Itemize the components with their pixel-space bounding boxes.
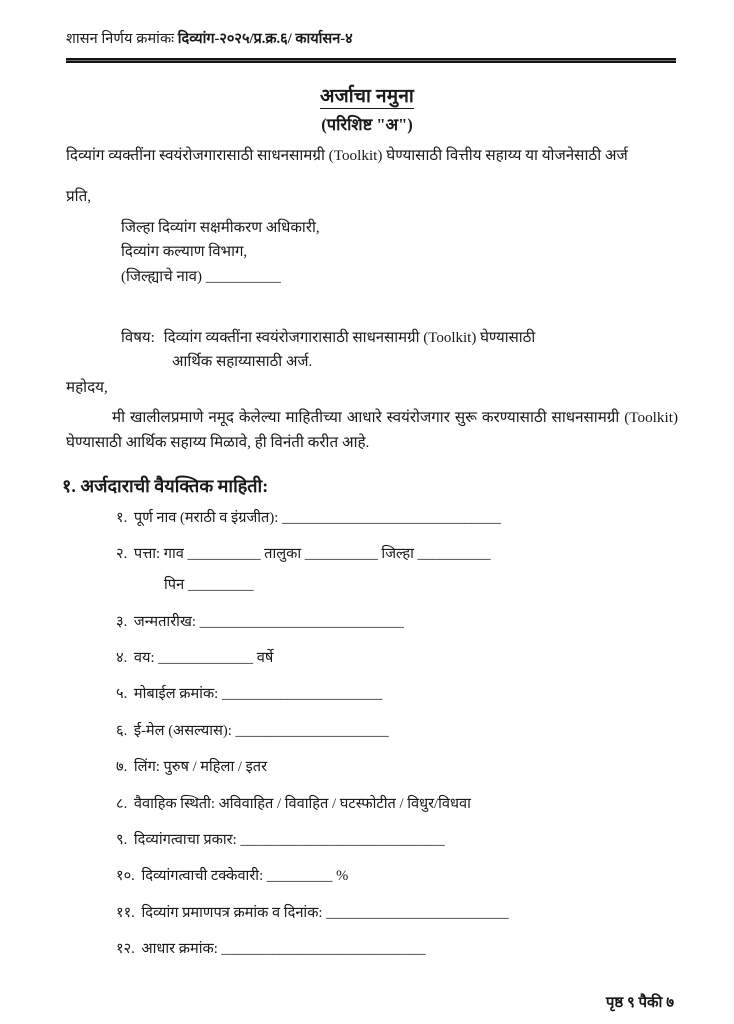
page-title-text: अर्जाचा नमुना: [319, 86, 415, 107]
addressee-line-department: दिव्यांग कल्याण विभाग,: [121, 244, 248, 261]
field-label[interactable]: वैवाहिक स्थिती: अविवाहित / विवाहित / घटस्फोटीत / विधुर/विधवा: [133, 795, 471, 812]
field-blank-village[interactable]: __________: [187, 546, 261, 563]
scheme-intro-line: दिव्यांग व्यक्तींना स्वयंरोजगारासाठी साधनसामग्री (Toolkit) घेण्यासाठी वित्तीय सहाय्य या योजनेसाठी अर्ज: [66, 147, 628, 164]
field-blank-full-name[interactable]: ______________________________: [281, 510, 501, 526]
field-number: ५.: [116, 686, 128, 703]
page-footer: [606, 992, 674, 1012]
header-divider-rule: [66, 58, 676, 63]
field-row-email: [116, 721, 686, 743]
field-number: ११.: [116, 904, 135, 921]
salutation-mahoday: महोदय,: [66, 379, 108, 396]
field-row-date-of-birth: [116, 612, 686, 634]
subject-text-line-2: आर्थिक सहाय्यासाठी अर्ज.: [172, 354, 313, 371]
field-blank-disability-type[interactable]: ____________________________: [240, 832, 445, 849]
field-number: ७.: [116, 759, 128, 776]
field-blank-pin[interactable]: _________: [187, 577, 254, 594]
field-label: पत्ता: गाव: [133, 546, 184, 563]
page-subtitle: (परिशिष्ट "अ"): [321, 115, 413, 134]
addressee-block: [121, 216, 320, 289]
field-number: ३.: [116, 613, 128, 630]
field-row-certificate-number-date: [116, 903, 686, 925]
salutation-prati: प्रति,: [66, 188, 92, 205]
subject-first-row: [121, 326, 535, 350]
field-number: ९.: [116, 832, 128, 849]
field-row-age: [116, 648, 686, 670]
field-row-gender: [116, 757, 686, 779]
section-heading-personal-info: १. अर्जदाराची वैयक्तिक माहिती:: [62, 476, 269, 496]
field-number: १०.: [116, 868, 135, 885]
field-row-aadhaar-number: [116, 939, 686, 961]
field-row-marital-status: [116, 794, 686, 816]
field-suffix-years: वर्षे: [256, 650, 274, 667]
gr-header-number: दिव्यांग-२०२५/प्र.क्र.६/ कार्यासन-४: [177, 31, 353, 47]
personal-info-field-list: [116, 508, 686, 976]
subject-label: विषय:: [121, 330, 155, 346]
field-number: ४.: [116, 650, 128, 667]
footer-current-page: ७: [666, 995, 674, 1011]
field-label-taluka: तालुका: [264, 546, 302, 563]
field-row-full-name: [116, 508, 686, 530]
field-label: मोबाईल क्रमांक:: [133, 686, 219, 703]
field-label: जन्मतारीख:: [133, 613, 196, 630]
field-row-mobile-number: [116, 684, 686, 706]
footer-total-pages: ९: [626, 995, 635, 1011]
page-title: [0, 82, 734, 108]
field-blank-mobile-number[interactable]: ______________________: [221, 686, 383, 703]
field-blank-certificate-number-date[interactable]: _________________________: [326, 904, 509, 921]
field-number: ८.: [116, 795, 128, 812]
gr-header-label: शासन निर्णय क्रमांकः: [66, 31, 175, 47]
field-blank-email[interactable]: _____________________: [235, 722, 389, 739]
footer-prefix: पृष्ठ: [605, 995, 624, 1011]
field-number: २.: [116, 546, 128, 563]
addressee-district-label: (जिल्ह्याचे नाव): [121, 268, 202, 285]
field-blank-disability-percentage[interactable]: _________: [266, 868, 333, 885]
field-label: पूर्ण नाव (मराठी व इंग्रजीत):: [133, 510, 279, 526]
addressee-line-officer: जिल्हा दिव्यांग सक्षमीकरण अधिकारी,: [121, 220, 320, 236]
field-label-district: जिल्हा: [381, 546, 414, 563]
footer-middle: पैकी: [638, 995, 663, 1011]
field-label: दिव्यांग प्रमाणपत्र क्रमांक व दिनांक:: [141, 904, 323, 921]
field-label-pin: पिन: [164, 577, 185, 594]
field-row-address: [116, 544, 686, 566]
field-label: वय:: [133, 650, 155, 667]
subject-text-line-1: दिव्यांग व्यक्तींना स्वयंरोजगारासाठी साधनसामग्री (Toolkit) घेण्यासाठी: [163, 330, 536, 346]
field-blank-aadhaar-number[interactable]: ____________________________: [221, 941, 426, 958]
field-blank-date-of-birth[interactable]: ____________________________: [199, 613, 404, 630]
field-label[interactable]: लिंग: पुरुष / महिला / इतर: [133, 759, 268, 776]
request-paragraph: मी खालीलप्रमाणे नमूद केलेल्या माहितीच्या आधारे स्वयंरोजगार सुरू करण्यासाठी साधनसामग्री (Toolkit) घेण्यासाठी आर्थिक सहाय्य मिळावे, ही विनंती करीत आहे.: [66, 409, 678, 451]
addressee-line-district: [121, 265, 320, 289]
field-row-disability-percentage: [116, 866, 686, 888]
government-resolution-header: [66, 30, 674, 48]
field-suffix-percent: %: [336, 868, 349, 885]
field-number: ६.: [116, 722, 128, 739]
field-blank-taluka[interactable]: __________: [304, 546, 378, 563]
field-label: दिव्यांगत्वाचा प्रकार:: [133, 832, 237, 849]
field-label: दिव्यांगत्वाची टक्केवारी:: [141, 868, 264, 885]
field-blank-district[interactable]: __________: [417, 546, 491, 563]
field-blank-age[interactable]: _____________: [158, 650, 254, 667]
field-number: १.: [116, 510, 128, 526]
field-number: १२.: [116, 941, 135, 958]
field-row-disability-type: [116, 830, 686, 852]
addressee-district-blank[interactable]: __________: [205, 268, 281, 285]
subject-block: [121, 326, 535, 375]
field-label: ई-मेल (असल्यास):: [133, 722, 232, 739]
field-row-pin: [164, 575, 686, 597]
field-label: आधार क्रमांक:: [141, 941, 218, 958]
